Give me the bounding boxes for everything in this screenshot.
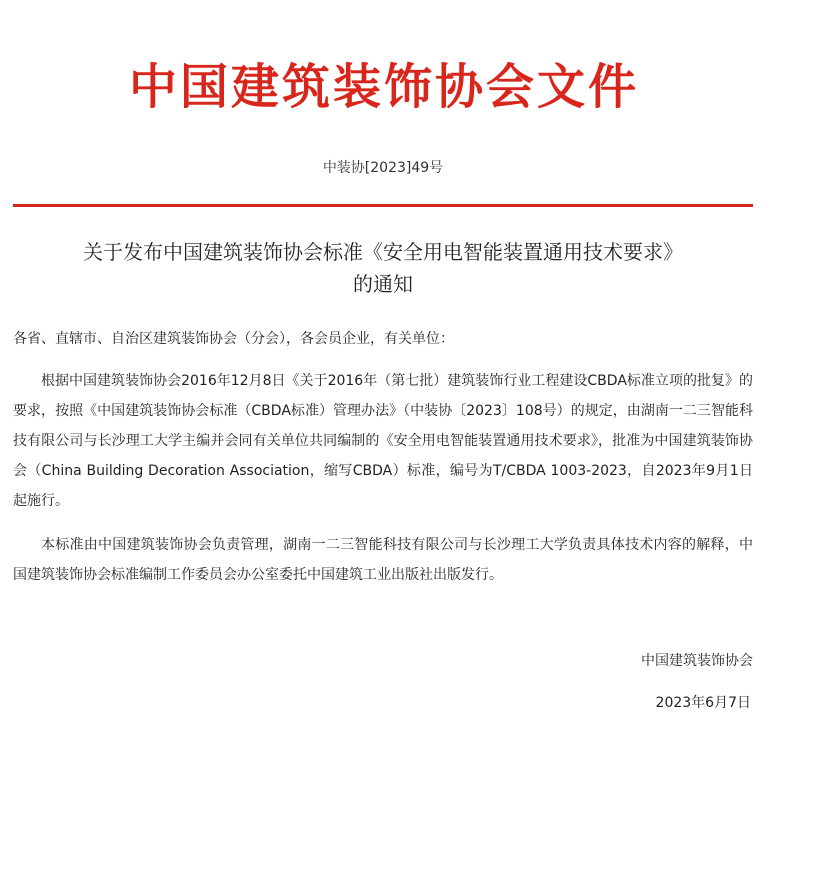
body-paragraph-2: 本标准由中国建筑装饰协会负责管理，湖南一二三智能科技有限公司与长沙理工大学负责具体技术内容的解释，中国建筑装饰协会标准编制工作委员会办公室委托中国建筑工业出版社出版发行。 — [13, 537, 753, 583]
notice-title-line-2: 的通知 — [353, 272, 413, 296]
salutation: 各省、直辖市、自治区建筑装饰协会（分会），各会员企业，有关单位： — [13, 331, 454, 347]
signing-date: 2023年6月7日 — [655, 695, 751, 711]
body-paragraph-1: 根据中国建筑装饰协会2016年12月8日《关于2016年（第七批）建筑装饰行业工程建设CBDA标准立项的批复》的要求，按照《中国建筑装饰协会标准（CBDA标准）管理办法》（中装协〔2023〕108号）的规定，由湖南一二三智能科技有限公司与长沙理工大学主编并会同有关单位共同编制的《安全用电智能装置通用技术要求》，批准为中国建筑装饰协会（China Building Decoration Association，缩写CBDA）标准，编号为T/CBDA 1003-2023，自2023年9月1日起施行。 — [13, 373, 753, 509]
notice-title-line-1: 关于发布中国建筑装饰协会标准《安全用电智能装置通用技术要求》 — [83, 240, 683, 264]
document-number: 中装协[2023]49号 — [322, 160, 444, 176]
header-divider — [13, 204, 753, 207]
document-header-title: 中国建筑装饰协会文件 — [128, 59, 639, 115]
notice-title — [13, 236, 753, 300]
signing-organization: 中国建筑装饰协会 — [641, 653, 753, 669]
